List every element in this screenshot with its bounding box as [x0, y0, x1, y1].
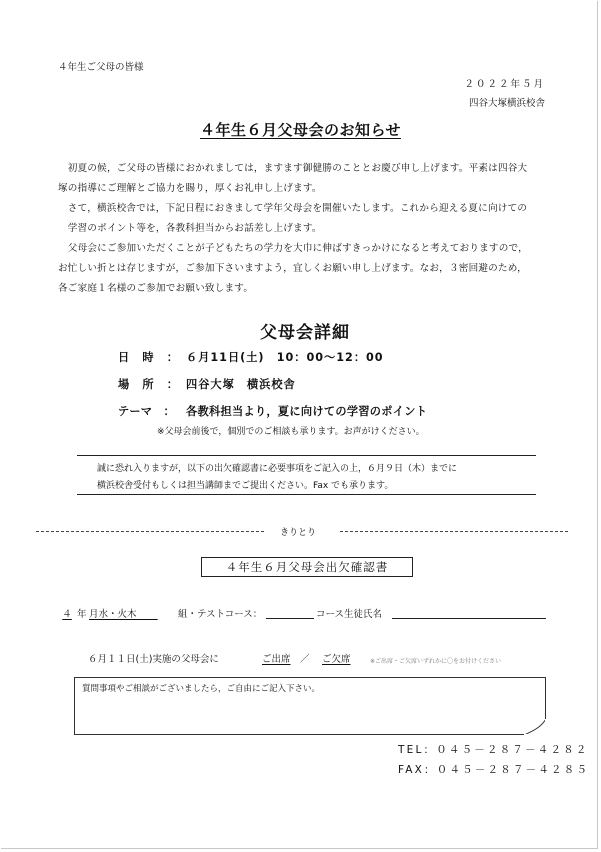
body-line: 塚の指導にご理解とご協力を賜り，厚くお礼申し上げます。	[58, 183, 322, 194]
class-field[interactable]	[89, 606, 158, 620]
option-separator: ／	[300, 654, 310, 665]
question-box[interactable]	[74, 677, 546, 735]
question-prompt: 質問事項やご相談がございましたら，ご自由にご記入下さい。	[82, 684, 321, 694]
detail-theme-value: 各教科担当より，夏に向けての学習のポイント	[186, 405, 428, 418]
divider-top	[77, 455, 536, 456]
detail-place-label: 場 所 ：	[118, 378, 179, 391]
school-name: 四谷大塚横浜校舎	[468, 98, 545, 109]
cut-line-left	[36, 531, 264, 532]
form-title: ４年生６月父母会出欠確認書	[201, 557, 413, 577]
body-line: 学習のポイント等を，各教科担当からお話差し上げます。	[58, 223, 322, 234]
detail-date-label: 日 時 ：	[118, 351, 179, 364]
request-line: 誠に恐れ入りますが，以下の出欠確認書に必要事項をご記入の上，６月９日（木）までに	[97, 464, 458, 474]
body-line: お忙しい折とは存じますが，ご参加下さいますよう，宜しくお願い申し上げます。なお，３密回避のため，	[58, 263, 527, 274]
grade-label: 年	[77, 609, 87, 620]
request-text	[97, 461, 457, 495]
class-label: 組・テストコース：	[178, 609, 263, 620]
cut-line-right	[340, 531, 568, 532]
student-name-label: 生徒氏名	[344, 609, 383, 620]
attendance-prefix: ６月１１日(土)実施の父母会に	[88, 654, 219, 665]
attend-option[interactable]: ご出席	[262, 654, 291, 665]
course-label: コース	[316, 609, 345, 620]
body-line: 初夏の候，ご父母の皆様におかれましては，ますます御健勝のこととお慶び申し上げます。平素は四谷大	[58, 163, 528, 174]
request-line: 横浜校舎受付もしくは担当講師までご提出ください。Fax でも承ります。	[97, 481, 394, 491]
body-paragraph	[58, 159, 528, 299]
cut-line-label: きりとり	[280, 528, 317, 538]
fax-number: FAX：０４５－２８７－４２８５	[398, 764, 590, 776]
absent-option[interactable]: ご欠席	[322, 654, 351, 665]
body-line: さて，横浜校舎では，下記日程におきまして学年父母会を開催いたします。これから迎える夏に向けての	[58, 203, 528, 214]
details-heading: 父母会詳細	[260, 323, 350, 343]
addressee: ４年生ご父母の皆様	[58, 62, 144, 73]
page-fold-icon	[524, 719, 546, 735]
grade-field[interactable]: ４	[62, 609, 72, 620]
course-field[interactable]	[266, 618, 314, 619]
attendance-note: ※ご出席・ご欠席いずれかに〇をお付けください	[370, 658, 502, 665]
detail-theme-label: テーマ ：	[118, 405, 175, 418]
class-value: 月水・火木	[89, 609, 137, 620]
detail-note: ※父母会前後で，個別でのご相談も承ります。お声がけください。	[157, 427, 425, 437]
body-line: 父母会にご参加いただくことが子どもたちの学力を大巾に伸ばすきっかけになると考えておりますので，	[58, 243, 528, 254]
body-line: 各ご家庭１名様のご参加でお願い致します。	[58, 283, 254, 294]
page-title: ４年生６月父母会のお知らせ	[199, 121, 402, 139]
student-name-field[interactable]	[392, 618, 546, 619]
detail-date-value: ６月11日(土) 10：00～12：00	[186, 351, 384, 364]
divider-bottom	[77, 494, 536, 495]
detail-place-value: 四谷大塚 横浜校舎	[186, 378, 296, 391]
issue-date: ２０２２年５月	[464, 79, 545, 90]
tel-number: TEL：０４５－２８７－４２８２	[398, 744, 589, 756]
